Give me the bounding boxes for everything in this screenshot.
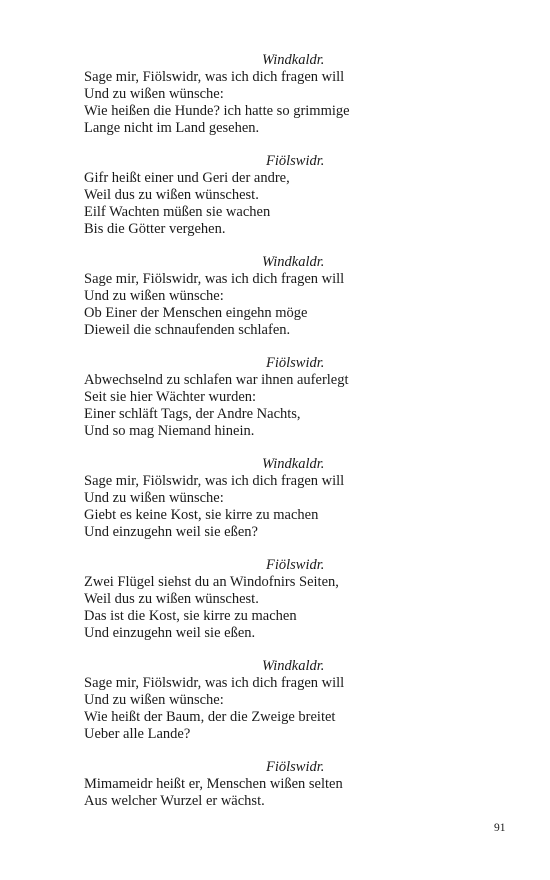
verse-line: Weil dus zu wißen wünschest. <box>84 591 259 607</box>
stanza-2 <box>84 153 484 238</box>
verse-line: Zwei Flügel siehst du an Windofnirs Seiten, <box>84 574 339 590</box>
verse-line: Und einzugehn weil sie eßen. <box>84 625 256 641</box>
verse-line: Gifr heißt einer und Geri der andre, <box>84 170 290 186</box>
verse-line: Eilf Wachten müßen sie wachen <box>84 204 271 220</box>
stanza-7 <box>84 658 484 743</box>
stanza-4 <box>84 355 484 440</box>
verse-line: Einer schläft Tags, der Andre Nachts, <box>84 406 301 422</box>
verse-line: Wie heißen die Hunde? ich hatte so grimmige <box>84 103 350 119</box>
verse-line: Giebt es keine Kost, sie kirre zu machen <box>84 507 319 523</box>
speaker-name: Windkaldr. <box>262 658 325 674</box>
verse-line: Das ist die Kost, sie kirre zu machen <box>84 608 297 624</box>
verse-line: Aus welcher Wurzel er wächst. <box>84 793 265 809</box>
verse-line: Mimameidr heißt er, Menschen wißen selten <box>84 776 343 792</box>
verse-line: Abwechselnd zu schlafen war ihnen auferlegt <box>84 372 349 388</box>
stanza-5 <box>84 456 484 541</box>
verse-line: Und zu wißen wünsche: <box>84 86 224 102</box>
speaker-name: Fiölswidr. <box>266 153 325 169</box>
verse-line: Dieweil die schnaufenden schlafen. <box>84 322 291 338</box>
stanza-3 <box>84 254 484 339</box>
verse-line: Seit sie hier Wächter wurden: <box>84 389 257 405</box>
verse-line: Sage mir, Fiölswidr, was ich dich fragen will <box>84 271 345 287</box>
verse-line: Und zu wißen wünsche: <box>84 692 224 708</box>
page-number: 91 <box>494 822 506 834</box>
verse-line: Und so mag Niemand hinein. <box>84 423 255 439</box>
verse-line: Ob Einer der Menschen eingehn möge <box>84 305 308 321</box>
stanza-1 <box>84 52 484 137</box>
verse-line: Weil dus zu wißen wünschest. <box>84 187 259 203</box>
speaker-name: Windkaldr. <box>262 254 325 270</box>
verse-line: Und einzugehn weil sie eßen? <box>84 524 258 540</box>
poem-page <box>84 52 484 826</box>
verse-line: Sage mir, Fiölswidr, was ich dich fragen will <box>84 473 345 489</box>
speaker-name: Fiölswidr. <box>266 557 325 573</box>
speaker-name: Windkaldr. <box>262 52 325 68</box>
verse-line: Wie heißt der Baum, der die Zweige breitet <box>84 709 336 725</box>
verse-line: Sage mir, Fiölswidr, was ich dich fragen will <box>84 69 345 85</box>
verse-line: Lange nicht im Land gesehen. <box>84 120 260 136</box>
verse-line: Sage mir, Fiölswidr, was ich dich fragen will <box>84 675 345 691</box>
verse-line: Bis die Götter vergehen. <box>84 221 226 237</box>
stanza-8 <box>84 759 484 810</box>
verse-line: Und zu wißen wünsche: <box>84 490 224 506</box>
speaker-name: Fiölswidr. <box>266 759 325 775</box>
speaker-name: Windkaldr. <box>262 456 325 472</box>
verse-line: Ueber alle Lande? <box>84 726 191 742</box>
speaker-name: Fiölswidr. <box>266 355 325 371</box>
stanza-6 <box>84 557 484 642</box>
verse-line: Und zu wißen wünsche: <box>84 288 224 304</box>
